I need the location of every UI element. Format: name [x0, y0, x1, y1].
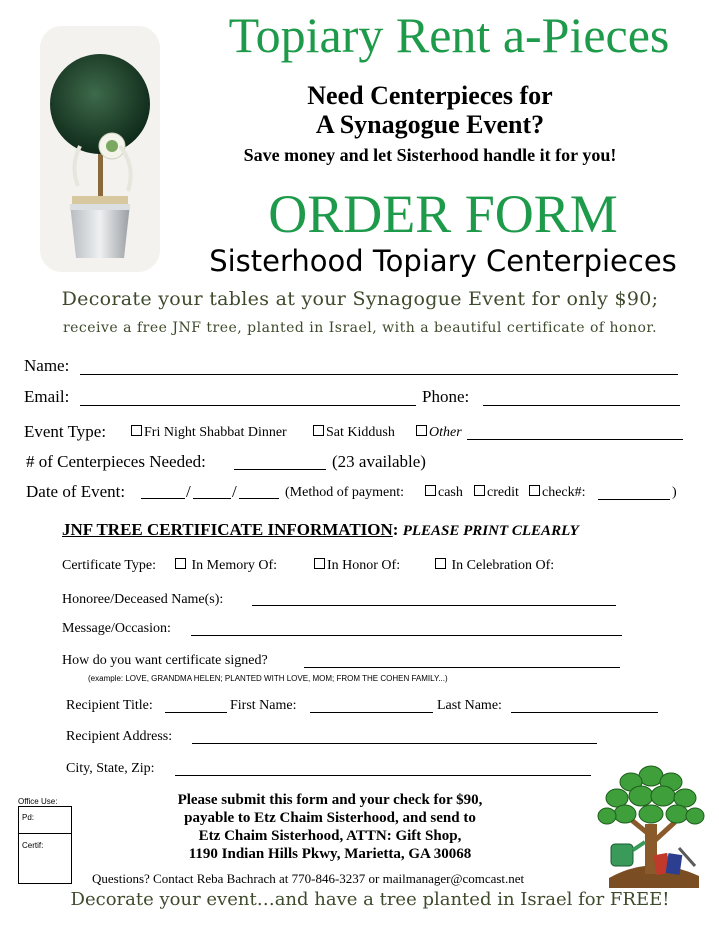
city-field[interactable] — [175, 775, 591, 776]
first-name-label: First Name: — [230, 698, 297, 713]
cert-celebration-label: In Celebration Of: — [451, 558, 555, 573]
pay-credit-option[interactable] — [474, 485, 519, 501]
submit-line-2: payable to Etz Chaim Sisterhood, and send to — [184, 810, 476, 826]
checkbox-icon[interactable] — [131, 425, 142, 436]
jnf-heading — [62, 520, 579, 540]
last-name-label: Last Name: — [437, 698, 502, 713]
pay-credit-label: credit — [487, 485, 519, 500]
date-slash: / — [186, 482, 191, 501]
centerpieces-field[interactable] — [234, 469, 326, 470]
date-month-field[interactable] — [141, 498, 185, 499]
event-option-other[interactable] — [416, 425, 462, 441]
checkbox-icon[interactable] — [529, 485, 540, 496]
office-pd-label: Pd: — [22, 813, 35, 822]
office-use-title: Office Use: — [18, 797, 58, 806]
date-slash: / — [232, 482, 237, 501]
message-field[interactable] — [191, 635, 622, 636]
recipient-title-field[interactable] — [165, 712, 227, 713]
jnf-heading-text: JNF TREE CERTIFICATE INFORMATION — [62, 520, 393, 539]
decorate-line: Decorate your tables at your Synagogue Event for only $90; — [61, 288, 659, 310]
tagline: Decorate your event…and have a tree planted in Israel for FREE! — [70, 889, 670, 910]
cert-celebration-option[interactable] — [435, 558, 554, 574]
address-label: Recipient Address: — [66, 729, 173, 744]
checkbox-icon[interactable] — [314, 558, 325, 569]
email-field[interactable] — [80, 405, 416, 406]
cert-honor-option[interactable] — [314, 558, 400, 574]
phone-field[interactable] — [483, 405, 680, 406]
checkbox-icon[interactable] — [435, 558, 446, 569]
address-field[interactable] — [192, 743, 597, 744]
honoree-field[interactable] — [252, 605, 616, 606]
office-pd-cell — [19, 807, 71, 834]
questions-contact: Questions? Contact Reba Bachrach at 770-846-3237 or mailmanager@comcast.net — [92, 871, 525, 886]
cert-honor-label: In Honor Of: — [327, 558, 401, 573]
checkbox-icon[interactable] — [416, 425, 427, 436]
need-line-1: Need Centerpieces for — [307, 81, 553, 110]
please-print: PLEASE PRINT CLEARLY — [402, 523, 579, 539]
phone-label: Phone: — [422, 387, 470, 406]
page-title: Topiary Rent a-Pieces — [228, 7, 670, 63]
cert-type-label: Certificate Type: — [62, 558, 157, 573]
date-label: Date of Event: — [26, 482, 126, 501]
checkbox-icon[interactable] — [425, 485, 436, 496]
need-line-2: A Synagogue Event? — [315, 110, 545, 139]
receive-line: receive a free JNF tree, planted in Israel, with a beautiful certificate of honor. — [62, 320, 658, 336]
signed-label: How do you want certificate signed? — [62, 653, 268, 668]
jnf-heading-colon: : — [392, 520, 399, 539]
check-number-field[interactable] — [598, 499, 670, 500]
email-label: Email: — [24, 387, 70, 406]
first-name-field[interactable] — [310, 712, 433, 713]
last-name-field[interactable] — [511, 712, 658, 713]
honoree-label: Honoree/Deceased Name(s): — [62, 592, 224, 607]
office-use — [18, 797, 70, 884]
submit-line-1: Please submit this form and your check for $90, — [177, 792, 483, 808]
cert-memory-label: In Memory Of: — [191, 558, 278, 573]
centerpieces-label: # of Centerpieces Needed: — [26, 452, 206, 471]
pay-cash-label: cash — [438, 485, 463, 500]
office-certif-label: Certif: — [22, 841, 44, 850]
event-option-other-label: Other — [429, 425, 462, 440]
payment-label: (Method of payment: — [285, 485, 404, 500]
event-type-label: Event Type: — [24, 422, 107, 441]
pay-check-label: check#: — [542, 485, 586, 500]
save-line: Save money and let Sisterhood handle it for you! — [243, 145, 617, 165]
pay-cash-option[interactable] — [425, 485, 463, 501]
signed-field[interactable] — [304, 667, 620, 668]
subtitle: Sisterhood Topiary Centerpieces — [209, 244, 677, 278]
other-field[interactable] — [467, 439, 683, 440]
payment-close: ) — [672, 485, 677, 500]
tree-clipart-icon — [595, 758, 707, 888]
submit-line-4: 1190 Indian Hills Pkwy, Marietta, GA 30068 — [188, 846, 472, 862]
event-option-sat-label: Sat Kiddush — [326, 425, 395, 440]
office-use-box — [18, 806, 72, 884]
signed-example: (example: LOVE, GRANDMA HELEN; PLANTED WITH LOVE, MOM; FROM THE COHEN FAMILY...) — [88, 674, 448, 683]
order-form-heading: ORDER FORM — [268, 184, 618, 244]
event-option-fri[interactable] — [131, 425, 287, 441]
date-day-field[interactable] — [193, 498, 231, 499]
name-field[interactable] — [80, 374, 678, 375]
checkbox-icon[interactable] — [474, 485, 485, 496]
pay-check-option[interactable] — [529, 485, 586, 501]
checkbox-icon[interactable] — [175, 558, 186, 569]
city-label: City, State, Zip: — [66, 761, 155, 776]
message-label: Message/Occasion: — [62, 621, 171, 636]
topiary-photo — [40, 26, 160, 272]
checkbox-icon[interactable] — [313, 425, 324, 436]
recipient-title-label: Recipient Title: — [66, 698, 153, 713]
date-year-field[interactable] — [239, 498, 279, 499]
event-option-fri-label: Fri Night Shabbat Dinner — [144, 425, 287, 440]
cert-memory-option[interactable] — [175, 558, 277, 574]
submit-instructions — [100, 791, 560, 863]
name-label: Name: — [24, 356, 70, 375]
submit-line-3: Etz Chaim Sisterhood, ATTN: Gift Shop, — [198, 828, 462, 844]
available-note: (23 available) — [332, 452, 426, 471]
event-option-sat[interactable] — [313, 425, 395, 441]
